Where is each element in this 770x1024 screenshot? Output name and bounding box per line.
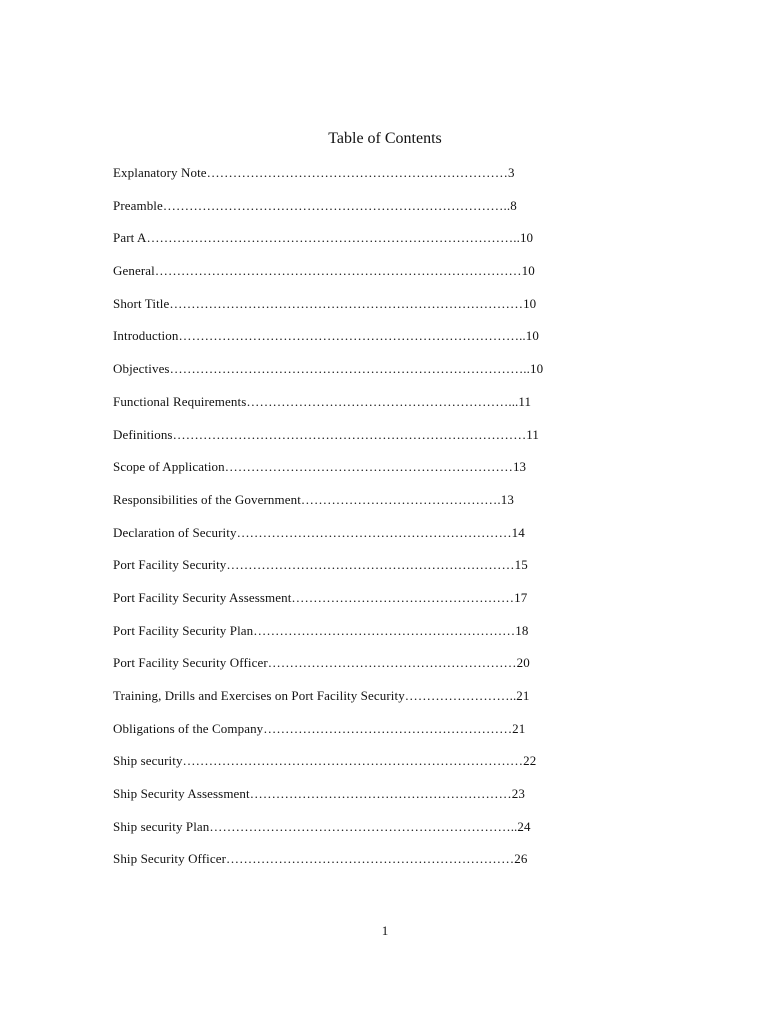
toc-entry: General…………………………………………………………………………10 bbox=[113, 263, 535, 279]
toc-list bbox=[113, 163, 633, 882]
toc-entry: Port Facility Security Plan……………………………………………………18 bbox=[113, 622, 529, 638]
toc-entry: Short Title………………………………………………………………………10 bbox=[113, 295, 537, 311]
toc-entry: Objectives………………………………………………………………………..10 bbox=[113, 361, 544, 377]
toc-entry: Port Facility Security Assessment……………………………………………17 bbox=[113, 589, 528, 605]
toc-entry: Part A…………………………………………………………………………..10 bbox=[113, 230, 534, 246]
toc-entry: Preamble……………………………………………………………………..8 bbox=[113, 197, 517, 213]
toc-entry: Port Facility Security…………………………………………………………15 bbox=[113, 557, 528, 573]
toc-entry: Introduction……………………………………………………………………..10 bbox=[113, 328, 539, 344]
toc-entry: Definitions………………………………………………………………………11 bbox=[113, 426, 540, 442]
toc-entry: Ship Security Assessment……………………………………………………23 bbox=[113, 786, 525, 802]
page-title: Table of Contents bbox=[328, 130, 442, 147]
toc-entry: Ship security……………………………………………………………………22 bbox=[113, 753, 537, 769]
toc-entry: Port Facility Security Officer…………………………………………………20 bbox=[113, 655, 530, 671]
toc-entry: Ship Security Officer…………………………………………………………26 bbox=[113, 851, 528, 867]
toc-entry: Declaration of Security………………………………………………………14 bbox=[113, 524, 525, 540]
page-number: 1 bbox=[381, 923, 389, 938]
toc-entry: Scope of Application…………………………………………………………13 bbox=[113, 459, 527, 475]
toc-entry: Functional Requirements……………………………………………………...11 bbox=[113, 393, 532, 409]
toc-entry: Explanatory Note……………………………………………………………3 bbox=[113, 165, 515, 180]
toc-entry: Ship security Plan……………………………………………………………..24 bbox=[113, 818, 531, 834]
toc-entry: Responsibilities of the Government……………………………………….13 bbox=[113, 491, 514, 507]
toc-entry: Training, Drills and Exercises on Port Facility Security……………………..21 bbox=[113, 688, 530, 703]
toc-entry: Obligations of the Company…………………………………………………21 bbox=[113, 720, 526, 736]
